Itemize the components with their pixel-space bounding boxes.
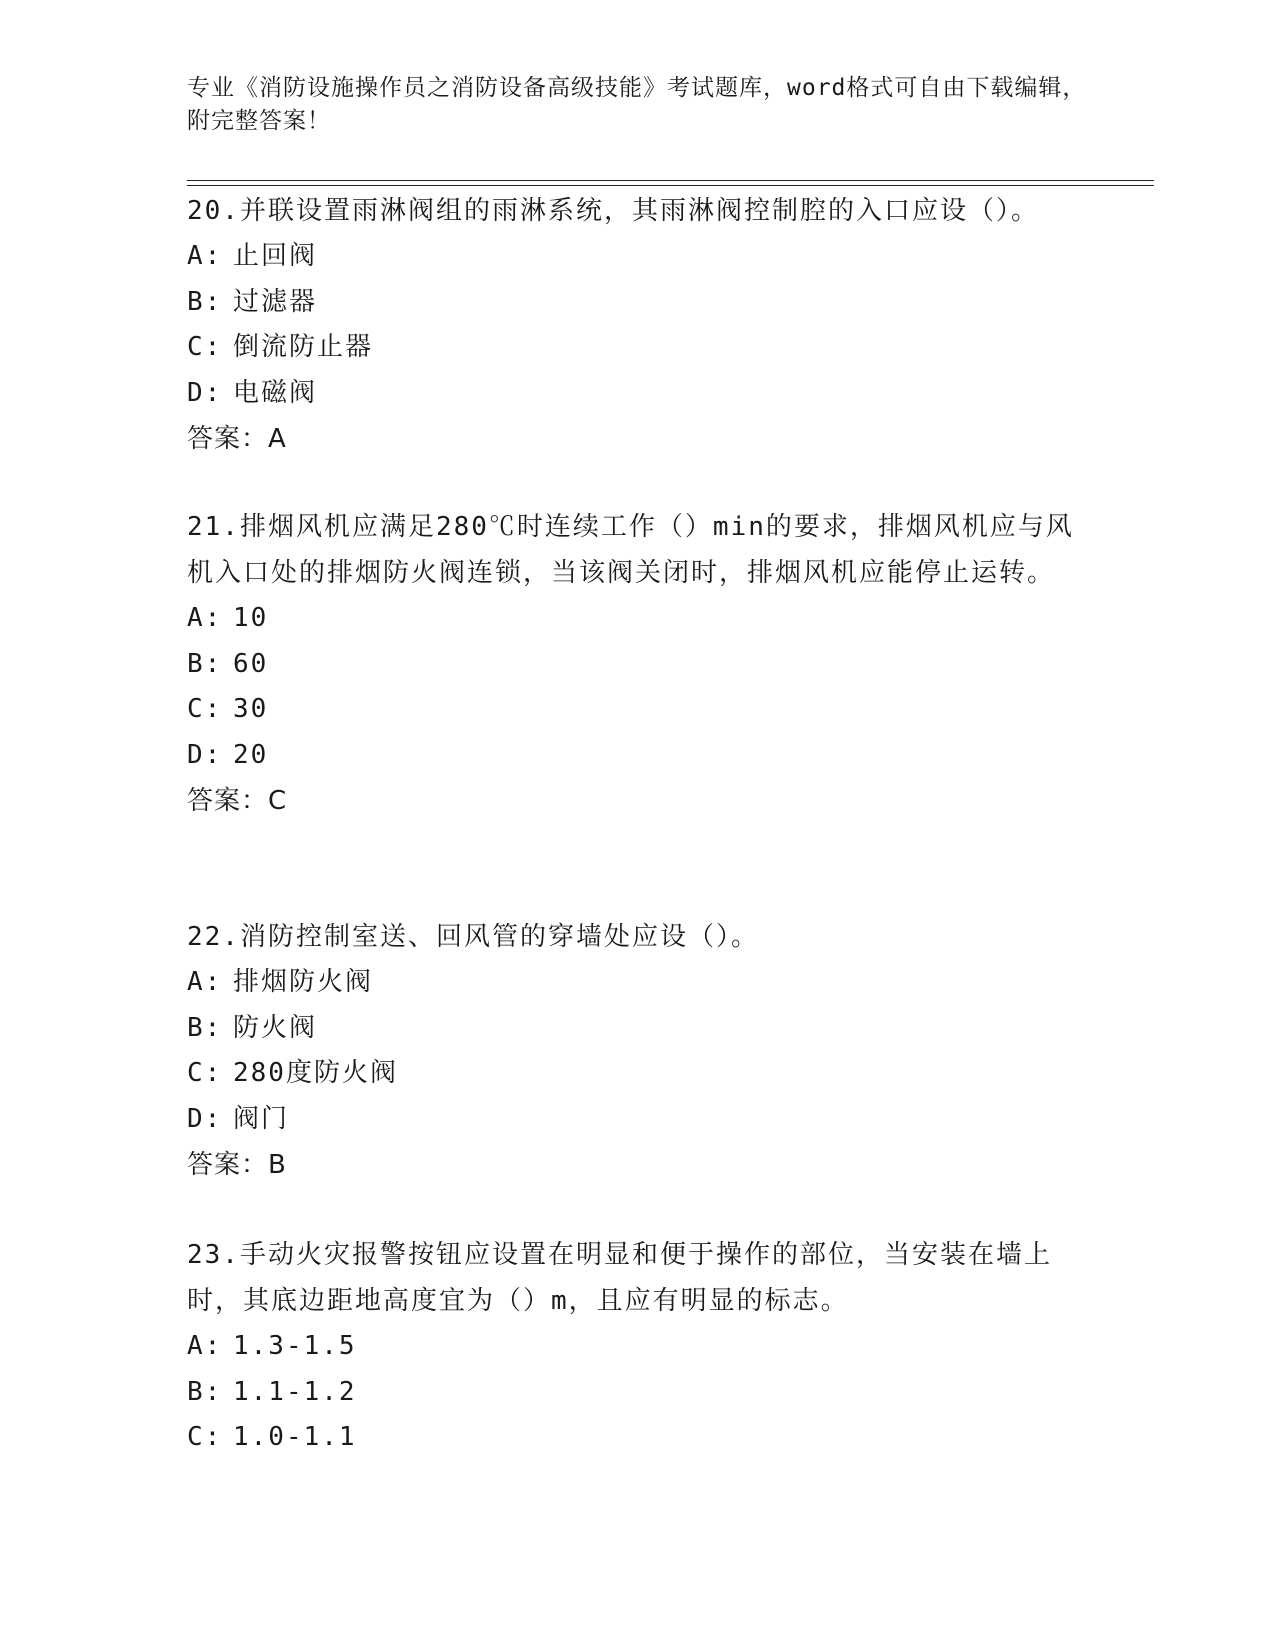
option-text: 1.1-1.2 bbox=[233, 1376, 357, 1407]
option-a bbox=[187, 234, 1087, 280]
option-c bbox=[187, 1051, 1087, 1097]
question-22 bbox=[187, 914, 1087, 1188]
option-label: C: bbox=[187, 1422, 223, 1452]
option-label: B: bbox=[187, 1376, 223, 1407]
option-text: 1.3-1.5 bbox=[233, 1331, 357, 1361]
option-label: A: bbox=[187, 241, 223, 271]
option-label: C: bbox=[187, 694, 223, 724]
option-label: D: bbox=[187, 1103, 223, 1134]
question-23 bbox=[187, 1232, 1087, 1461]
answer-line: 答案：C bbox=[187, 786, 288, 816]
question-stem: 22.消防控制室送、回风管的穿墙处应设（）。 bbox=[187, 922, 759, 952]
option-label: D: bbox=[187, 739, 223, 770]
option-text: 防火阀 bbox=[233, 1012, 318, 1043]
option-text: 1.0-1.1 bbox=[233, 1422, 357, 1452]
answer-line: 答案：A bbox=[187, 424, 287, 454]
question-20 bbox=[187, 188, 1087, 462]
option-text: 排烟防火阀 bbox=[233, 967, 374, 997]
option-c bbox=[187, 1415, 1087, 1461]
option-label: B: bbox=[187, 648, 223, 679]
option-label: C: bbox=[187, 332, 223, 362]
option-b bbox=[187, 280, 1087, 326]
question-stem: 21.排烟风机应满足280℃时连续工作（）min的要求，排烟风机应与风机入口处的排烟防火阀连锁，当该阀关闭时，排烟风机应能停止运转。 bbox=[187, 512, 1074, 588]
option-b bbox=[187, 1006, 1087, 1052]
option-d bbox=[187, 733, 1087, 779]
option-d bbox=[187, 371, 1087, 417]
option-text: 倒流防止器 bbox=[233, 332, 374, 362]
option-text: 20 bbox=[233, 739, 269, 770]
option-text: 止回阀 bbox=[233, 241, 318, 271]
header-divider-bottom bbox=[187, 185, 1154, 186]
option-text: 电磁阀 bbox=[233, 377, 318, 408]
option-b bbox=[187, 642, 1087, 688]
option-d bbox=[187, 1097, 1087, 1143]
option-text: 30 bbox=[233, 694, 269, 724]
option-c bbox=[187, 325, 1087, 371]
option-a bbox=[187, 960, 1087, 1006]
option-label: B: bbox=[187, 1012, 223, 1043]
option-label: B: bbox=[187, 286, 223, 317]
question-stem: 20.并联设置雨淋阀组的雨淋系统，其雨淋阀控制腔的入口应设（）。 bbox=[187, 196, 1039, 226]
option-label: D: bbox=[187, 377, 223, 408]
option-text: 280度防火阀 bbox=[233, 1058, 398, 1088]
question-stem: 23.手动火灾报警按钮应设置在明显和便于操作的部位，当安装在墙上时，其底边距地高度宜为（）m，且应有明显的标志。 bbox=[187, 1240, 1052, 1316]
option-a bbox=[187, 1324, 1087, 1370]
option-label: C: bbox=[187, 1058, 223, 1088]
option-text: 阀门 bbox=[233, 1103, 290, 1134]
option-label: A: bbox=[187, 603, 223, 633]
option-text: 60 bbox=[233, 648, 269, 679]
question-21 bbox=[187, 504, 1087, 824]
answer-line: 答案：B bbox=[187, 1150, 287, 1180]
option-b bbox=[187, 1370, 1087, 1416]
option-label: A: bbox=[187, 967, 223, 997]
option-label: A: bbox=[187, 1331, 223, 1361]
option-a bbox=[187, 596, 1087, 642]
document-header: 专业《消防设施操作员之消防设备高级技能》考试题库，word格式可自由下载编辑，附完整答案！ bbox=[187, 75, 1087, 134]
option-text: 过滤器 bbox=[233, 286, 318, 317]
option-text: 10 bbox=[233, 603, 269, 633]
header-divider-top bbox=[187, 180, 1154, 181]
option-c bbox=[187, 687, 1087, 733]
